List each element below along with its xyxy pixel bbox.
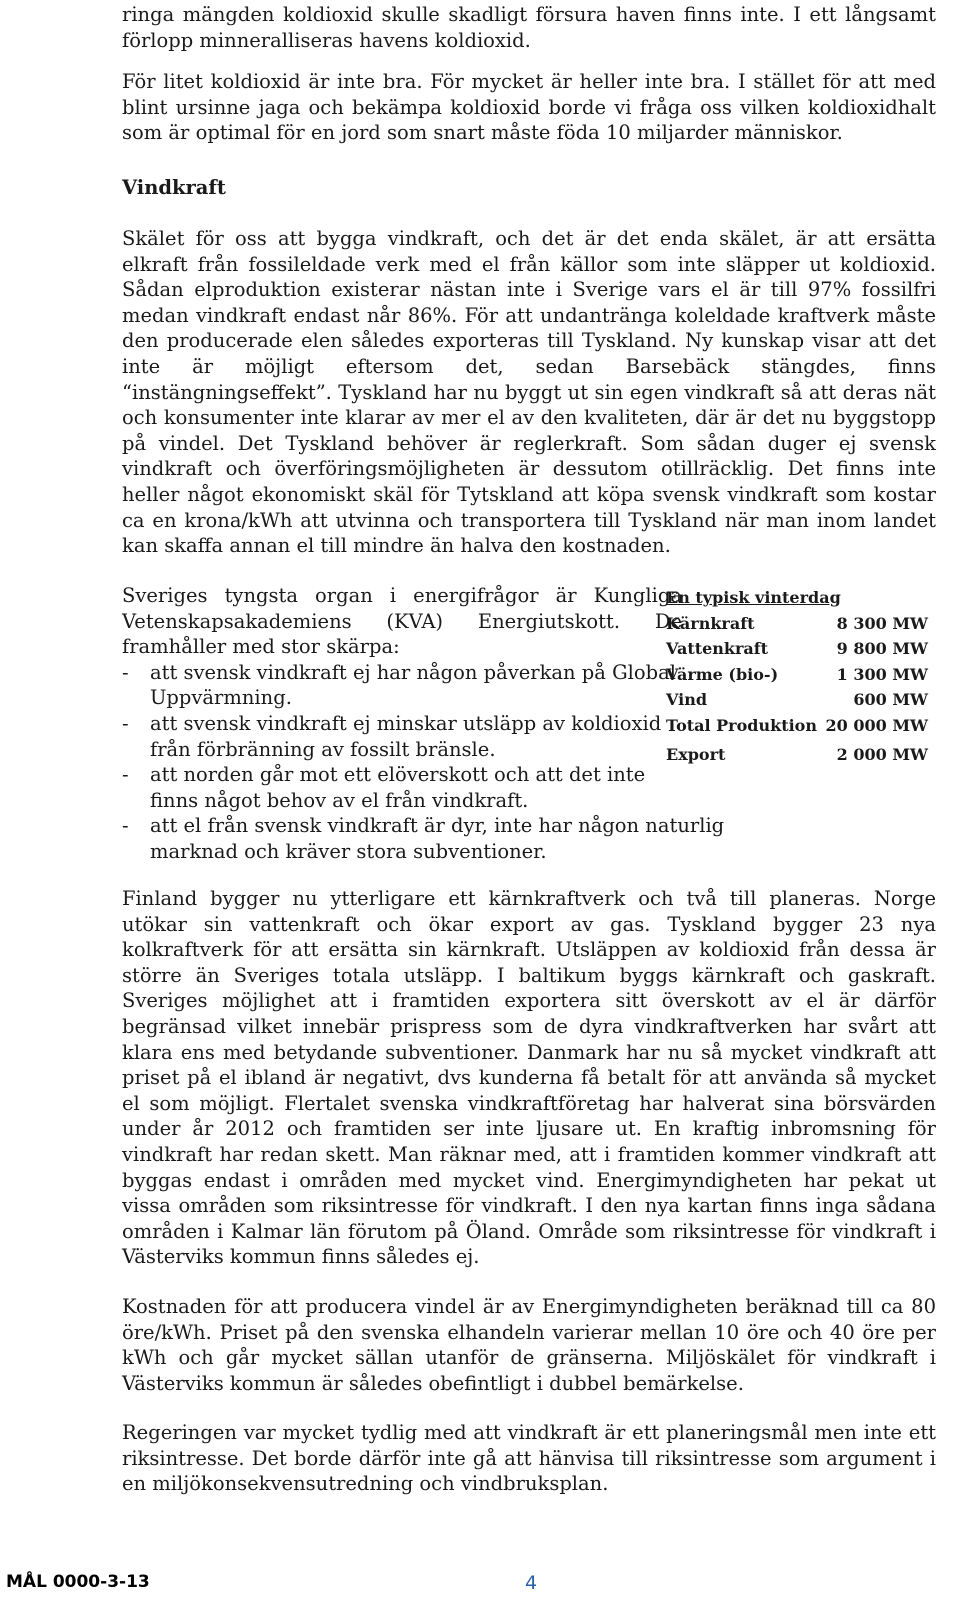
paragraph-vindkraft <box>122 226 936 559</box>
bullet-dash: - <box>122 660 129 684</box>
table-row <box>666 687 928 713</box>
table-row-label: Vind <box>666 690 708 709</box>
bullet-dash: - <box>122 763 129 787</box>
list-item <box>122 660 682 711</box>
table-row <box>666 611 928 637</box>
paragraph-text: Finland bygger nu ytterligare ett kärnkraftverk och två till planeras. Norge utökar sin vattenkraft och ökar export av gas. Tyskland bygger 23 nya kolkraftverk för att ersätta sin kärnkraft. Utsläppen av koldioxid från dessa är större än Sveriges totala utsläpp. I baltikum byggs kärnkraft och gaskraft. Sveriges möjlighet att i framtiden exportera sitt överskott av el är därför begränsad vilket innebär prispress som de dyra vindkraftverken har svårt att klara ens med betydande subventioner. Danmark har nu så mycket vindkraft att priset på el ibland är negativt, dvs kunderna få betalt för att använda så mycket el som möjligt. Flertalet svenska vindkraftföretag har halverat sina börsvärden under år 2012 och framtiden ser inte ljusare ut. En kraftig inbromsning för vindkraft har redan skett. Man räknar med, att i framtiden kommer vindkraft att byggas endast i områden med mycket vind. Energimyndigheten har pekat ut vissa områden som riksintresse för vindkraft. I den nya kartan finns inga sådana områden i Kalmar län förutom på Öland. Område som riksintresse för vindkraft i Västerviks kommun finns således ej. <box>122 887 936 1269</box>
table-row-value: 20 000 MW <box>825 715 928 735</box>
table-row-label: Värme (bio-) <box>666 664 779 684</box>
list-item-text: att svensk vindkraft ej har någon påverkan på Global Uppvärmning. <box>150 660 676 710</box>
paragraph-text: Regeringen var mycket tydlig med att vindkraft är ett planeringsmål men inte ett riksintresse. Det borde därför inte gå att hänvisa till riksintresse som argument i en miljökonsekvensutredning och vindbruksplan. <box>122 1421 936 1496</box>
table-row-label: Kärnkraft <box>666 613 755 633</box>
bullet-dash: - <box>122 711 129 735</box>
list-item-text: att el från svensk vindkraft är dyr, inte har någon naturlig marknad och kräver stora subventioner. <box>150 814 725 863</box>
paragraph-text: ringa mängden koldioxid skulle skadligt försura haven finns inte. I ett långsamt förlopp minneralliseras havens koldioxid. <box>122 3 936 52</box>
table-row-label: Vattenkraft <box>666 639 769 658</box>
paragraph-regeringen <box>122 1420 936 1497</box>
paragraph-intro-continued <box>122 2 936 53</box>
table-row-value: 9 800 MW <box>836 639 928 658</box>
table-row <box>666 662 928 688</box>
kva-lead-text: Sveriges tyngsta organ i energifrågor är Kungliga Vetenskapsakademiens (KVA) Energiutskott. De framhåller med stor skärpa: <box>122 584 682 659</box>
paragraph-text: För litet koldioxid är inte bra. För mycket är heller inte bra. I stället för att med blint ursinne jaga och bekämpa koldioxid borde vi fråga oss vilken koldioxidhalt som är optimal för en jord som snart måste föda 10 miljarder människor. <box>122 70 936 145</box>
paragraph-koldioxid <box>122 69 936 146</box>
paragraph-nordic-outlook <box>122 886 936 1270</box>
footer-case-number: MÅL 0000-3-13 <box>6 1572 150 1592</box>
bullet-dash: - <box>122 814 129 838</box>
list-item-text: att svensk vindkraft ej minskar utsläpp av koldioxid från förbränning av fossilt bränsle. <box>150 711 662 761</box>
table-row <box>666 713 928 739</box>
winter-day-table <box>666 585 928 768</box>
table-row-label: Export <box>666 745 726 764</box>
list-item <box>122 762 682 813</box>
list-item-text: att norden går mot ett elöverskott och att det inte finns något behov av el från vindkraft. <box>150 763 646 812</box>
paragraph-text: Skälet för oss att bygga vindkraft, och det är det enda skälet, är att ersätta elkraft från fossileldade verk med el från källor som inte släpper ut koldioxid. Sådan elproduktion existerar nästan inte i Sverige vars el är till 97% fossilfri medan vindkraft endast når 86%. För att undantränga koleldade kraftverk måste den producerade elen således exporteras till Tyskland. Ny kunskap visar att det inte är möjligt eftersom det, sedan Barsebäck stängdes, finns “instängningseffekt”. Tyskland har nu byggt ut sin egen vindkraft så att deras nät och konsumenter inte klarar av mer el av den kvaliteten, där är det nu byggstopp på vindel. Det Tyskland behöver är reglerkraft. Som sådan duger ej svensk vindkraft och överföringsmöjligheten är dessutom otillräcklig. Det finns inte heller något ekonomiskt skäl för Tytskland att köpa svensk vindkraft som kostar ca en krona/kWh att utvinna och transportera till Tyskland när man inom landet kan skaffa annan el till mindre än halva den kostnaden. <box>122 227 936 558</box>
table-row-value: 8 300 MW <box>836 613 928 633</box>
table-row <box>666 636 928 662</box>
table-row-value: 1 300 MW <box>836 664 928 684</box>
list-item <box>122 813 810 864</box>
paragraph-text: Kostnaden för att producera vindel är av Energimyndigheten beräknad till ca 80 öre/kWh. Priset på den svenska elhandeln varierar mellan 10 öre och 40 öre per kWh och går mycket sällan utanför de gränserna. Miljöskälet för vindkraft i Västerviks kommun är således obefintligt i dubbel bemärkelse. <box>122 1295 936 1395</box>
section-heading <box>122 175 936 201</box>
table-row <box>666 742 928 768</box>
table-row-label: Total Produktion <box>666 715 817 735</box>
winter-table-title: En typisk vinterdag <box>666 588 841 607</box>
table-row-value: 600 MW <box>853 690 928 709</box>
list-item <box>122 711 682 762</box>
page-number: 4 <box>525 1572 538 1594</box>
table-row-value: 2 000 MW <box>836 745 928 764</box>
paragraph-cost <box>122 1294 936 1396</box>
section-title: Vindkraft <box>122 176 226 199</box>
